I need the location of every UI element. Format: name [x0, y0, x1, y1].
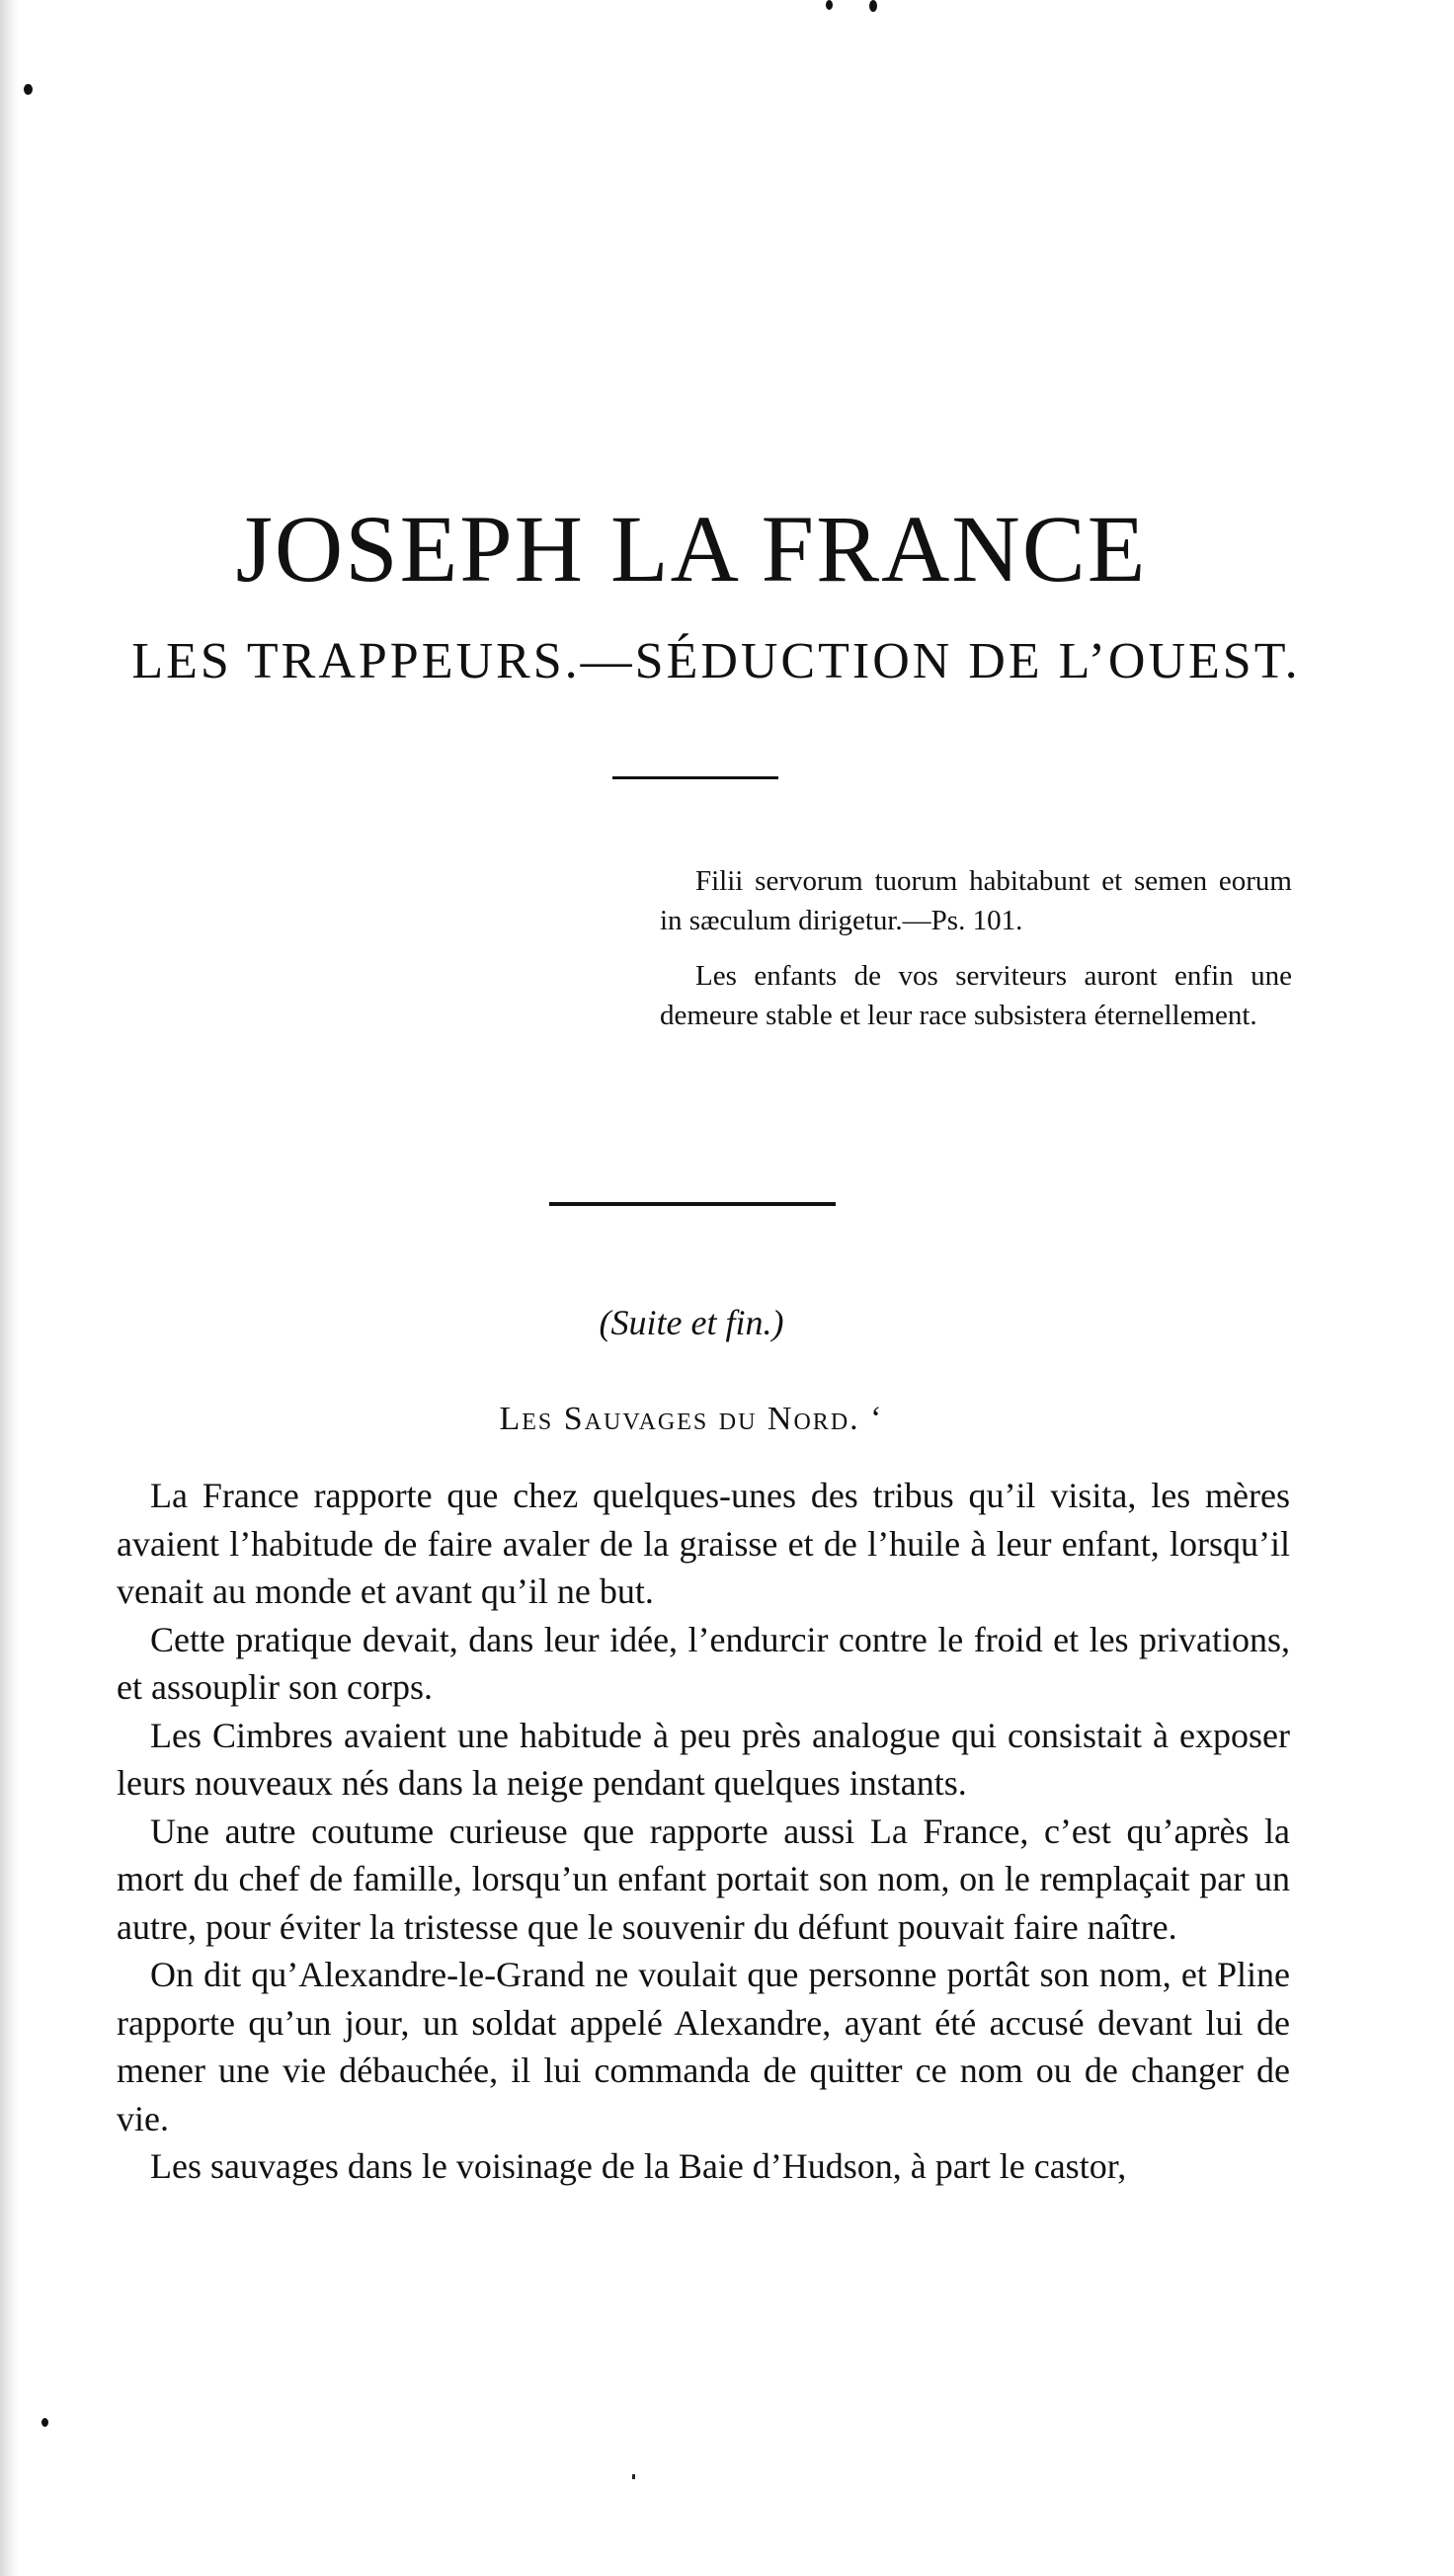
epigraph-latin: Filii servorum tuorum habitabunt et semen eorum in sæculum dirigetur.—Ps. 101. [660, 865, 1292, 936]
scan-edge-shadow [0, 0, 18, 2576]
epigraph [660, 861, 1292, 1035]
paragraph: Les Cimbres avaient une habitude à peu près analogue qui consistait à exposer leurs nouveaux nés dans la neige pendant quelques instants. [117, 1715, 1290, 1803]
scan-speck [826, 0, 833, 10]
epigraph-french: Les enfants de vos serviteurs auront enfin une demeure stable et leur race subsistera éternellement. [660, 960, 1292, 1031]
page-title: JOSEPH LA FRANCE [235, 496, 1148, 602]
body-text [117, 1472, 1290, 2191]
page-subtitle: LES TRAPPEURS.—SÉDUCTION DE L’OUEST. [131, 633, 1301, 689]
continuation-note: (Suite et fin.) [599, 1303, 784, 1342]
paragraph: Une autre coutume curieuse que rapporte aussi La France, c’est qu’après la mort du chef de famille, lorsqu’un enfant portait son nom, on le remplaçait par un autre, pour éviter la tristesse que le souvenir du défunt pouvait faire naître. [117, 1811, 1290, 1947]
title-divider [612, 776, 778, 779]
scan-mark [632, 2474, 635, 2479]
epigraph-divider [549, 1202, 836, 1206]
scan-speck [24, 84, 33, 95]
scan-speck [869, 0, 877, 12]
paragraph: La France rapporte que chez quelques-unes des tribus qu’il visita, les mères avaient l’habitude de faire avaler de la graisse et de l’huile à leur enfant, lorsqu’il venait au monde et avant qu’il ne but. [117, 1476, 1290, 1611]
section-heading: Les Sauvages du Nord. ‘ [499, 1401, 884, 1437]
paragraph: Cette pratique devait, dans leur idée, l’endurcir contre le froid et les privations, et assouplir son corps. [117, 1619, 1290, 1707]
paragraph: Les sauvages dans le voisinage de la Baie d’Hudson, à part le castor, [150, 2146, 1127, 2186]
paragraph: On dit qu’Alexandre-le-Grand ne voulait que personne portât son nom, et Pline rapporte qu’un jour, un soldat appelé Alexandre, ayant été accusé devant lui de mener une vie débauchée, il lui commanda de quitter ce nom ou de changer de vie. [117, 1955, 1290, 2138]
scan-speck [41, 2418, 48, 2427]
